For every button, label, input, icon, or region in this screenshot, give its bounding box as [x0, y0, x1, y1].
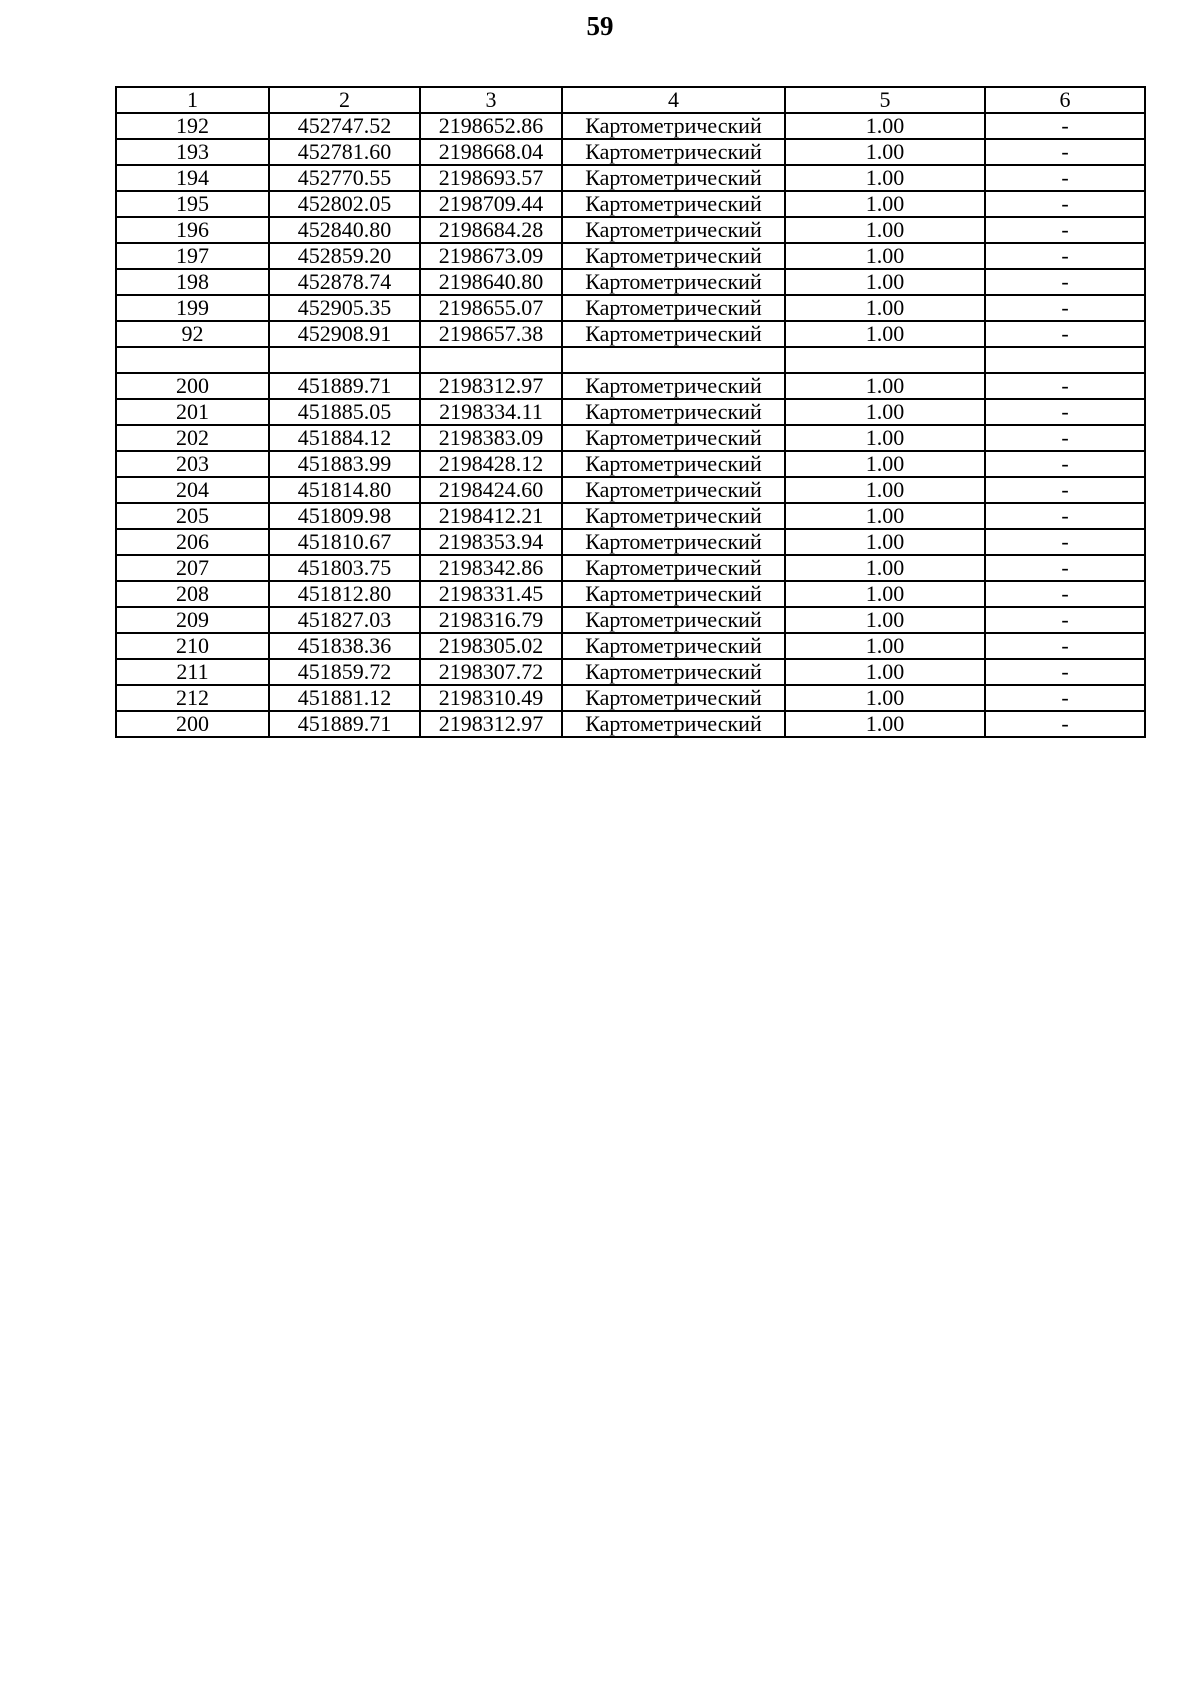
table-row	[116, 659, 1145, 685]
cell-coord-y: 2198316.79	[420, 607, 562, 633]
cell-method: Картометрический	[562, 425, 785, 451]
cell-method: Картометрический	[562, 217, 785, 243]
cell-method: Картометрический	[562, 373, 785, 399]
cell-note: -	[985, 295, 1145, 321]
cell-accuracy: 1.00	[785, 581, 985, 607]
cell-method: Картометрический	[562, 581, 785, 607]
cell-point-number: 193	[116, 139, 269, 165]
table-row	[116, 581, 1145, 607]
cell-coord-y: 2198312.97	[420, 373, 562, 399]
column-header-6: 6	[985, 87, 1145, 113]
header-row	[116, 87, 1145, 113]
cell-accuracy: 1.00	[785, 113, 985, 139]
cell-accuracy: 1.00	[785, 269, 985, 295]
table-row	[116, 503, 1145, 529]
cell-accuracy: 1.00	[785, 399, 985, 425]
cell-coord-y: 2198342.86	[420, 555, 562, 581]
cell-accuracy: 1.00	[785, 685, 985, 711]
cell-note: -	[985, 529, 1145, 555]
cell-coord-y: 2198331.45	[420, 581, 562, 607]
cell-accuracy: 1.00	[785, 165, 985, 191]
table-header	[116, 87, 1145, 113]
cell-coord-x: 451889.71	[269, 711, 420, 737]
cell-note: -	[985, 685, 1145, 711]
cell-method: Картометрический	[562, 243, 785, 269]
cell-coord-x: 452859.20	[269, 243, 420, 269]
table-row	[116, 243, 1145, 269]
cell-coord-x: 451827.03	[269, 607, 420, 633]
cell-coord-x: 452781.60	[269, 139, 420, 165]
cell-accuracy: 1.00	[785, 503, 985, 529]
cell-point-number: 196	[116, 217, 269, 243]
cell-accuracy: 1.00	[785, 633, 985, 659]
table-row	[116, 269, 1145, 295]
cell-coord-y: 2198383.09	[420, 425, 562, 451]
cell-coord-y: 2198657.38	[420, 321, 562, 347]
cell-point-number: 211	[116, 659, 269, 685]
table-row	[116, 425, 1145, 451]
cell-method: Картометрический	[562, 321, 785, 347]
table-row	[116, 139, 1145, 165]
table-row	[116, 633, 1145, 659]
cell-coord-y: 2198693.57	[420, 165, 562, 191]
cell-accuracy: 1.00	[785, 191, 985, 217]
cell-note: -	[985, 269, 1145, 295]
table-row	[116, 295, 1145, 321]
cell-note: -	[985, 113, 1145, 139]
cell-point-number: 205	[116, 503, 269, 529]
cell-coord-x: 452747.52	[269, 113, 420, 139]
cell-coord-y: 2198673.09	[420, 243, 562, 269]
cell-coord-x: 451859.72	[269, 659, 420, 685]
cell-point-number	[116, 347, 269, 373]
cell-coord-x: 452802.05	[269, 191, 420, 217]
table-row	[116, 555, 1145, 581]
cell-coord-x: 451812.80	[269, 581, 420, 607]
cell-accuracy: 1.00	[785, 451, 985, 477]
cell-note: -	[985, 711, 1145, 737]
cell-note: -	[985, 633, 1145, 659]
cell-accuracy: 1.00	[785, 217, 985, 243]
cell-note: -	[985, 581, 1145, 607]
cell-note: -	[985, 477, 1145, 503]
cell-method: Картометрический	[562, 139, 785, 165]
cell-coord-x: 452878.74	[269, 269, 420, 295]
cell-accuracy: 1.00	[785, 321, 985, 347]
cell-method: Картометрический	[562, 165, 785, 191]
cell-note: -	[985, 451, 1145, 477]
cell-coord-y: 2198334.11	[420, 399, 562, 425]
cell-accuracy: 1.00	[785, 425, 985, 451]
table-row	[116, 113, 1145, 139]
cell-coord-x: 452770.55	[269, 165, 420, 191]
cell-accuracy: 1.00	[785, 477, 985, 503]
cell-method	[562, 347, 785, 373]
cell-coord-x: 451809.98	[269, 503, 420, 529]
cell-method: Картометрический	[562, 269, 785, 295]
cell-coord-y: 2198652.86	[420, 113, 562, 139]
page-number: 59	[586, 11, 614, 41]
cell-method: Картометрический	[562, 451, 785, 477]
cell-method: Картометрический	[562, 191, 785, 217]
cell-coord-y: 2198312.97	[420, 711, 562, 737]
cell-accuracy	[785, 347, 985, 373]
cell-accuracy: 1.00	[785, 295, 985, 321]
column-header-3: 3	[420, 87, 562, 113]
cell-coord-x: 451881.12	[269, 685, 420, 711]
cell-point-number: 92	[116, 321, 269, 347]
cell-coord-x: 451814.80	[269, 477, 420, 503]
coordinates-table	[115, 86, 1146, 738]
cell-method: Картометрический	[562, 711, 785, 737]
cell-accuracy: 1.00	[785, 373, 985, 399]
table-row	[116, 191, 1145, 217]
cell-note: -	[985, 321, 1145, 347]
cell-coord-x: 452840.80	[269, 217, 420, 243]
cell-note: -	[985, 607, 1145, 633]
cell-method: Картометрический	[562, 113, 785, 139]
cell-note: -	[985, 399, 1145, 425]
cell-method: Картометрический	[562, 503, 785, 529]
cell-coord-x: 451885.05	[269, 399, 420, 425]
cell-accuracy: 1.00	[785, 529, 985, 555]
cell-method: Картометрический	[562, 685, 785, 711]
cell-point-number: 207	[116, 555, 269, 581]
cell-point-number: 210	[116, 633, 269, 659]
cell-point-number: 200	[116, 373, 269, 399]
table-row	[116, 373, 1145, 399]
cell-method: Картометрический	[562, 529, 785, 555]
cell-accuracy: 1.00	[785, 555, 985, 581]
cell-coord-x: 451884.12	[269, 425, 420, 451]
cell-method: Картометрический	[562, 399, 785, 425]
table-row	[116, 451, 1145, 477]
cell-coord-y: 2198307.72	[420, 659, 562, 685]
cell-note: -	[985, 555, 1145, 581]
cell-point-number: 209	[116, 607, 269, 633]
cell-accuracy: 1.00	[785, 607, 985, 633]
cell-coord-x: 451810.67	[269, 529, 420, 555]
cell-coord-x: 451889.71	[269, 373, 420, 399]
cell-method: Картометрический	[562, 633, 785, 659]
cell-point-number: 194	[116, 165, 269, 191]
cell-accuracy: 1.00	[785, 139, 985, 165]
column-header-1: 1	[116, 87, 269, 113]
cell-coord-x: 451838.36	[269, 633, 420, 659]
cell-note	[985, 347, 1145, 373]
cell-note: -	[985, 425, 1145, 451]
column-header-5: 5	[785, 87, 985, 113]
cell-coord-x: 452908.91	[269, 321, 420, 347]
cell-point-number: 204	[116, 477, 269, 503]
cell-point-number: 201	[116, 399, 269, 425]
table-row	[116, 165, 1145, 191]
cell-accuracy: 1.00	[785, 659, 985, 685]
cell-coord-y: 2198305.02	[420, 633, 562, 659]
cell-method: Картометрический	[562, 477, 785, 503]
cell-note: -	[985, 165, 1145, 191]
cell-coord-y: 2198424.60	[420, 477, 562, 503]
cell-method: Картометрический	[562, 659, 785, 685]
cell-coord-y: 2198310.49	[420, 685, 562, 711]
table-row	[116, 347, 1145, 373]
cell-method: Картометрический	[562, 607, 785, 633]
cell-note: -	[985, 373, 1145, 399]
cell-accuracy: 1.00	[785, 711, 985, 737]
table-row	[116, 399, 1145, 425]
table-row	[116, 321, 1145, 347]
cell-point-number: 208	[116, 581, 269, 607]
cell-method: Картометрический	[562, 555, 785, 581]
cell-coord-y: 2198428.12	[420, 451, 562, 477]
cell-point-number: 212	[116, 685, 269, 711]
table-row	[116, 217, 1145, 243]
table-row	[116, 477, 1145, 503]
cell-coord-y: 2198709.44	[420, 191, 562, 217]
cell-note: -	[985, 217, 1145, 243]
cell-coord-y: 2198668.04	[420, 139, 562, 165]
table-body	[116, 113, 1145, 737]
table-row	[116, 711, 1145, 737]
cell-point-number: 206	[116, 529, 269, 555]
cell-point-number: 200	[116, 711, 269, 737]
column-header-4: 4	[562, 87, 785, 113]
cell-point-number: 192	[116, 113, 269, 139]
cell-coord-x	[269, 347, 420, 373]
cell-point-number: 195	[116, 191, 269, 217]
cell-coord-x: 451883.99	[269, 451, 420, 477]
column-header-2: 2	[269, 87, 420, 113]
cell-note: -	[985, 503, 1145, 529]
cell-note: -	[985, 191, 1145, 217]
table-row	[116, 529, 1145, 555]
cell-point-number: 198	[116, 269, 269, 295]
cell-point-number: 203	[116, 451, 269, 477]
cell-coord-y: 2198640.80	[420, 269, 562, 295]
cell-accuracy: 1.00	[785, 243, 985, 269]
table-row	[116, 607, 1145, 633]
cell-coord-y: 2198684.28	[420, 217, 562, 243]
cell-coord-y: 2198655.07	[420, 295, 562, 321]
cell-point-number: 197	[116, 243, 269, 269]
cell-coord-x: 451803.75	[269, 555, 420, 581]
cell-note: -	[985, 659, 1145, 685]
cell-coord-y: 2198412.21	[420, 503, 562, 529]
cell-coord-x: 452905.35	[269, 295, 420, 321]
table-row	[116, 685, 1145, 711]
cell-note: -	[985, 243, 1145, 269]
cell-point-number: 199	[116, 295, 269, 321]
cell-point-number: 202	[116, 425, 269, 451]
cell-method: Картометрический	[562, 295, 785, 321]
cell-coord-y: 2198353.94	[420, 529, 562, 555]
cell-coord-y	[420, 347, 562, 373]
cell-note: -	[985, 139, 1145, 165]
